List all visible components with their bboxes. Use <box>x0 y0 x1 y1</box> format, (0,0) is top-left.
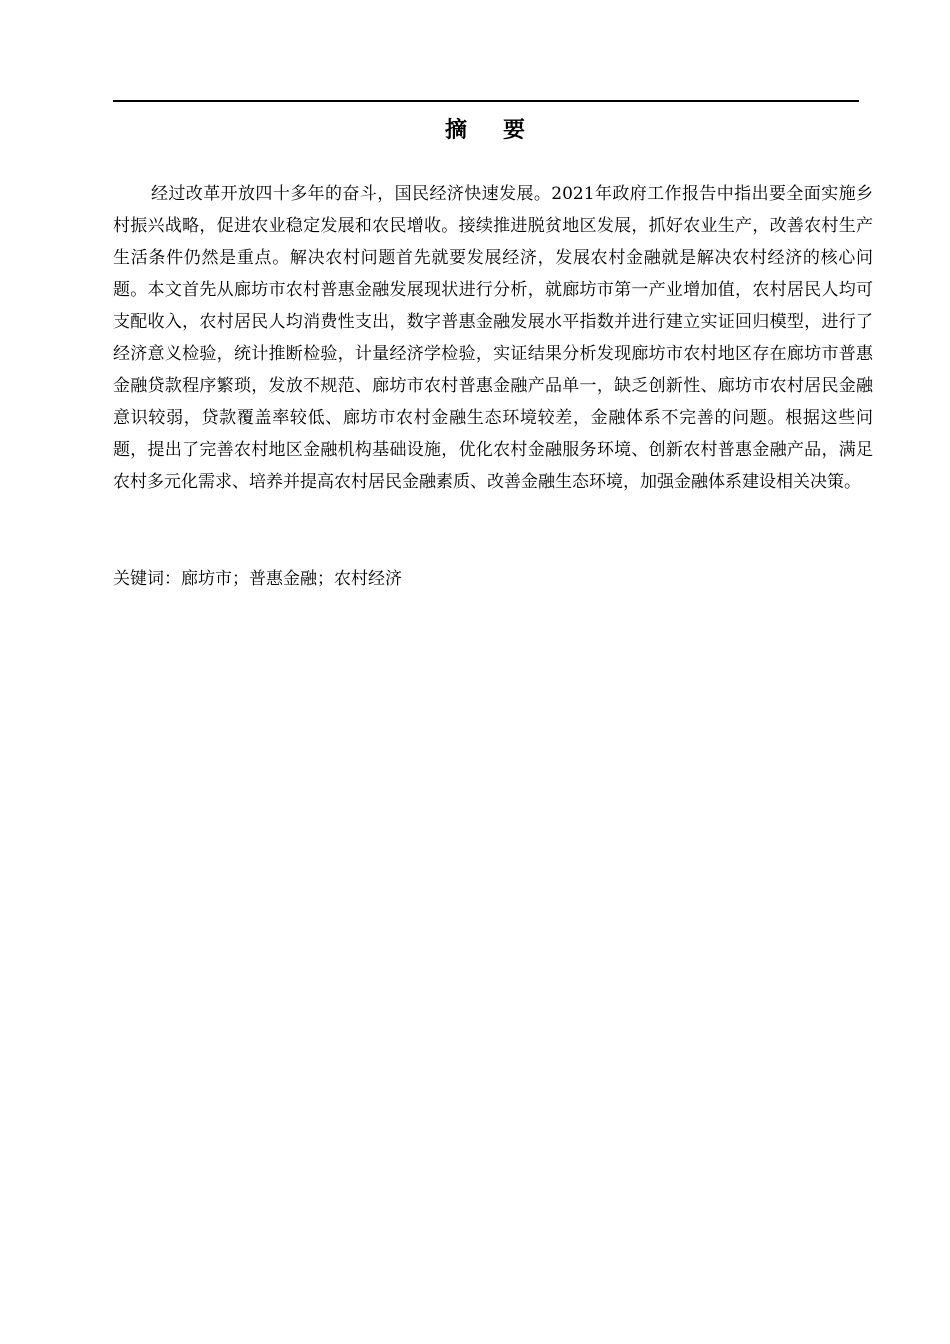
keywords-label: 关键词： <box>113 569 181 589</box>
abstract-title-char-2: 要 <box>503 118 528 143</box>
abstract-body: 经过改革开放四十多年的奋斗，国民经济快速发展。2021年政府工作报告中指出要全面实施乡村振兴战略，促进农业稳定发展和农民增收。接续推进脱贫地区发展，抓好农业生产，改善农村生产生活条件仍然是重点。解决农村问题首先就要发展经济，发展农村金融就是解决农村经济的核心问题。本文首先从廊坊市农村普惠金融发展现状进行分析，就廊坊市第一产业增加值，农村居民人均可支配收入，农村居民人均消费性支出，数字普惠金融发展水平指数并进行建立实证回归模型，进行了经济意义检验，统计推断检验，计量经济学检验，实证结果分析发现廊坊市农村地区存在廊坊市普惠金融贷款程序繁琐，发放不规范、廊坊市农村普惠金融产品单一，缺乏创新性、廊坊市农村居民金融意识较弱，贷款覆盖率较低、廊坊市农村金融生态环境较差，金融体系不完善的问题。根据这些问题，提出了完善农村地区金融机构基础设施，优化农村金融服务环境、创新农村普惠金融产品，满足农村多元化需求、培养并提高农村居民金融素质、改善金融生态环境，加强金融体系建设相关决策。 <box>113 184 873 492</box>
abstract-title-char-1: 摘 <box>444 118 469 143</box>
header-rule <box>113 100 859 102</box>
abstract-title <box>113 116 859 146</box>
keywords-line <box>113 564 859 594</box>
keywords-values: 廊坊市；普惠金融；农村经济 <box>181 569 402 589</box>
